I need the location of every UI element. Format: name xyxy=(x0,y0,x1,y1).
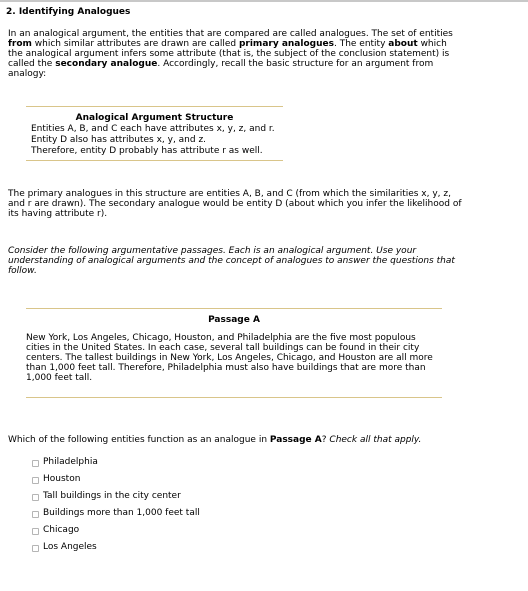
checkbox[interactable] xyxy=(32,528,39,535)
intro-bold-primary-analogues: primary analogues xyxy=(238,39,334,49)
intro-bold-from: from xyxy=(8,39,32,49)
option-label: Philadelphia xyxy=(43,457,98,467)
intro-text-5: . Accordingly, recall the basic structure for an argument from analogy: xyxy=(8,59,434,79)
section-heading: 2. Identifying Analogues xyxy=(6,7,131,17)
passage-bottom-rule xyxy=(26,397,442,398)
option-label: Chicago xyxy=(43,525,80,535)
structure-top-rule xyxy=(26,106,283,107)
passage-top-rule xyxy=(26,308,442,309)
question-text xyxy=(8,435,463,445)
passage-text: New York, Los Angeles, Chicago, Houston, and Philadelphia are the five most populous cities in the United States. In each case, several tall buildings can be found in their city centers. The tallest buildings in New York, Los Angeles, Chicago, and Houston are all more than 1,000 feet tall. Therefore, Philadelphia must also have buildings that are more than 1,000 feet tall. xyxy=(26,333,433,383)
option-tall-buildings[interactable] xyxy=(32,491,200,508)
option-philadelphia[interactable] xyxy=(32,457,200,474)
top-divider xyxy=(0,0,528,2)
checkbox[interactable] xyxy=(32,511,39,518)
argument-structure-box xyxy=(26,106,283,161)
passage-title: Passage A xyxy=(208,315,260,325)
intro-text-2: which similar attributes are drawn are called xyxy=(31,39,239,49)
answer-options xyxy=(32,457,200,559)
primary-analogues-paragraph: The primary analogues in this structure are entities A, B, and C (from which the similarities x, y, z, and r are drawn). The secondary analogue would be entity D (about which you infer the likelihood of its having attribute r). xyxy=(8,189,462,219)
question-instruction: Check all that apply. xyxy=(329,435,422,445)
option-label: Tall buildings in the city center xyxy=(43,491,181,501)
checkbox[interactable] xyxy=(32,460,39,467)
question-prefix: Which of the following entities function as an analogue in xyxy=(8,435,270,445)
option-buildings-1000ft[interactable] xyxy=(32,508,200,525)
instructions-paragraph: Consider the following argumentative passages. Each is an analogical argument. Use your understanding of analogical arguments and the concept of analogues to answer the questions that follow. xyxy=(8,246,455,276)
option-label: Los Angeles xyxy=(43,542,97,552)
option-label: Buildings more than 1,000 feet tall xyxy=(43,508,200,518)
structure-line: Therefore, entity D probably has attribute r as well. xyxy=(31,146,263,156)
option-houston[interactable] xyxy=(32,474,200,491)
question-passage-ref: Passage A xyxy=(269,435,322,445)
intro-bold-secondary-analogue: secondary analogue xyxy=(55,59,158,69)
option-los-angeles[interactable] xyxy=(32,542,200,559)
structure-line: Entities A, B, and C each have attributes x, y, z, and r. xyxy=(31,124,275,134)
checkbox[interactable] xyxy=(32,545,39,552)
structure-title: Analogical Argument Structure xyxy=(75,113,234,123)
intro-text-4: which the analogical argument infers some attribute (that is, the subject of the conclusion statement) is called the xyxy=(8,39,450,69)
checkbox[interactable] xyxy=(32,494,39,501)
option-label: Houston xyxy=(43,474,81,484)
structure-bottom-rule xyxy=(26,160,283,161)
checkbox[interactable] xyxy=(32,477,39,484)
intro-text-3: . The entity xyxy=(333,39,389,49)
passage-a-box xyxy=(26,308,442,400)
intro-bold-about: about xyxy=(388,39,418,49)
intro-paragraph xyxy=(8,29,463,79)
question-mid: ? xyxy=(321,435,330,445)
intro-text-1: In an analogical argument, the entities that are compared are called analogues. The set of entities xyxy=(8,29,453,39)
structure-line: Entity D also has attributes x, y, and z. xyxy=(31,135,207,145)
option-chicago[interactable] xyxy=(32,525,200,542)
